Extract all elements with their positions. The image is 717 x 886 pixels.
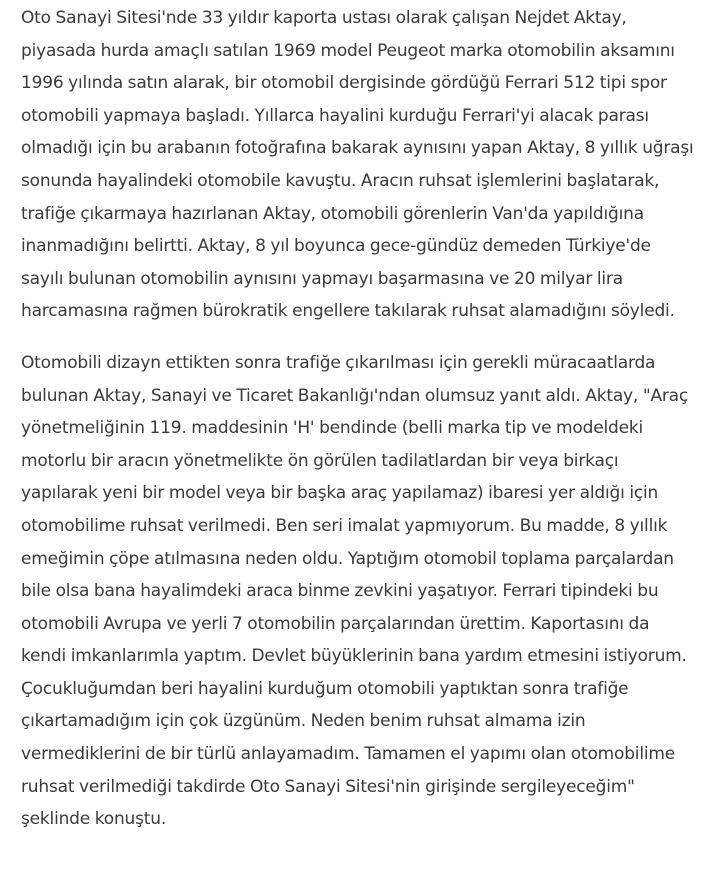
article-paragraph-1: Oto Sanayi Sitesi'nde 33 yıldır kaporta ustası olarak çalışan Nejdet Aktay, piyasada hurda amaçlı satılan 1969 model Peugeot marka otomobilin aksamını 1996 yılında satın alarak, bir otomobil dergisinde gördüğü Ferrari 512 tipi spor otomobili yapmaya başladı. Yıllarca hayalini kurduğu Ferrari'yi alacak parası olmadığı için bu arabanın fotoğrafına bakarak aynısını yapan Aktay, 8 yıllık uğraşı sonunda hayalindeki otomobile kavuştu. Aracın ruhsat işlemlerini başlatarak, trafiğe çıkarmaya hazırlanan Aktay, otomobili görenlerin Van'da yapıldığına inanmadığını belirtti. Aktay, 8 yıl boyunca gece-gündüz demeden Türkiye'de sayılı bulunan otomobilin aynısını yapmayı başarmasına ve 20 milyar lira harcamasına rağmen bürokratik engellere takılarak ruhsat alamadığını söyledi. (21, 8, 694, 322)
article-paragraph-2: Otomobili dizayn ettikten sonra trafiğe çıkarılması için gerekli müracaatlarda bulunan Aktay, Sanayi ve Ticaret Bakanlığı'ndan olumsuz yanıt aldı. Aktay, "Araç yönetmeliğinin 119. maddesinin 'H' bendinde (belli marka tip ve modeldeki motorlu bir aracın yönetmelikte ön görülen tadilatlardan bir veya birkaçı yapılarak yeni bir model veya bir başka araç yapılamaz) ibaresi yer aldığı için otomobilime ruhsat verilmedi. Ben seri imalat yapmıyorum. Bu madde, 8 yıllık emeğimin çöpe atılmasına neden oldu. Yaptığım otomobil toplama parçalardan bile olsa bana hayalimdeki araca binme zevkini yaşatıyor. Ferrari tipindeki bu otomobili Avrupa ve yerli 7 otomobilin parçalarından ürettim. Kaportasını da kendi imkanlarımla yaptım. Devlet büyüklerinin bana yardım etmesini istiyorum. Çocukluğumdan beri hayalini kurduğum otomobili yaptıktan sonra trafiğe çıkartamadığım için çok üzgünüm. Neden benim ruhsat almama izin vermediklerini de bir türlü anlayamadım. Tamamen el yapımı olan otomobilime ruhsat verilmediği takdirde Oto Sanayi Sitesi'nin girişinde sergileyeceğim" şeklinde konuştu. (21, 352, 689, 830)
